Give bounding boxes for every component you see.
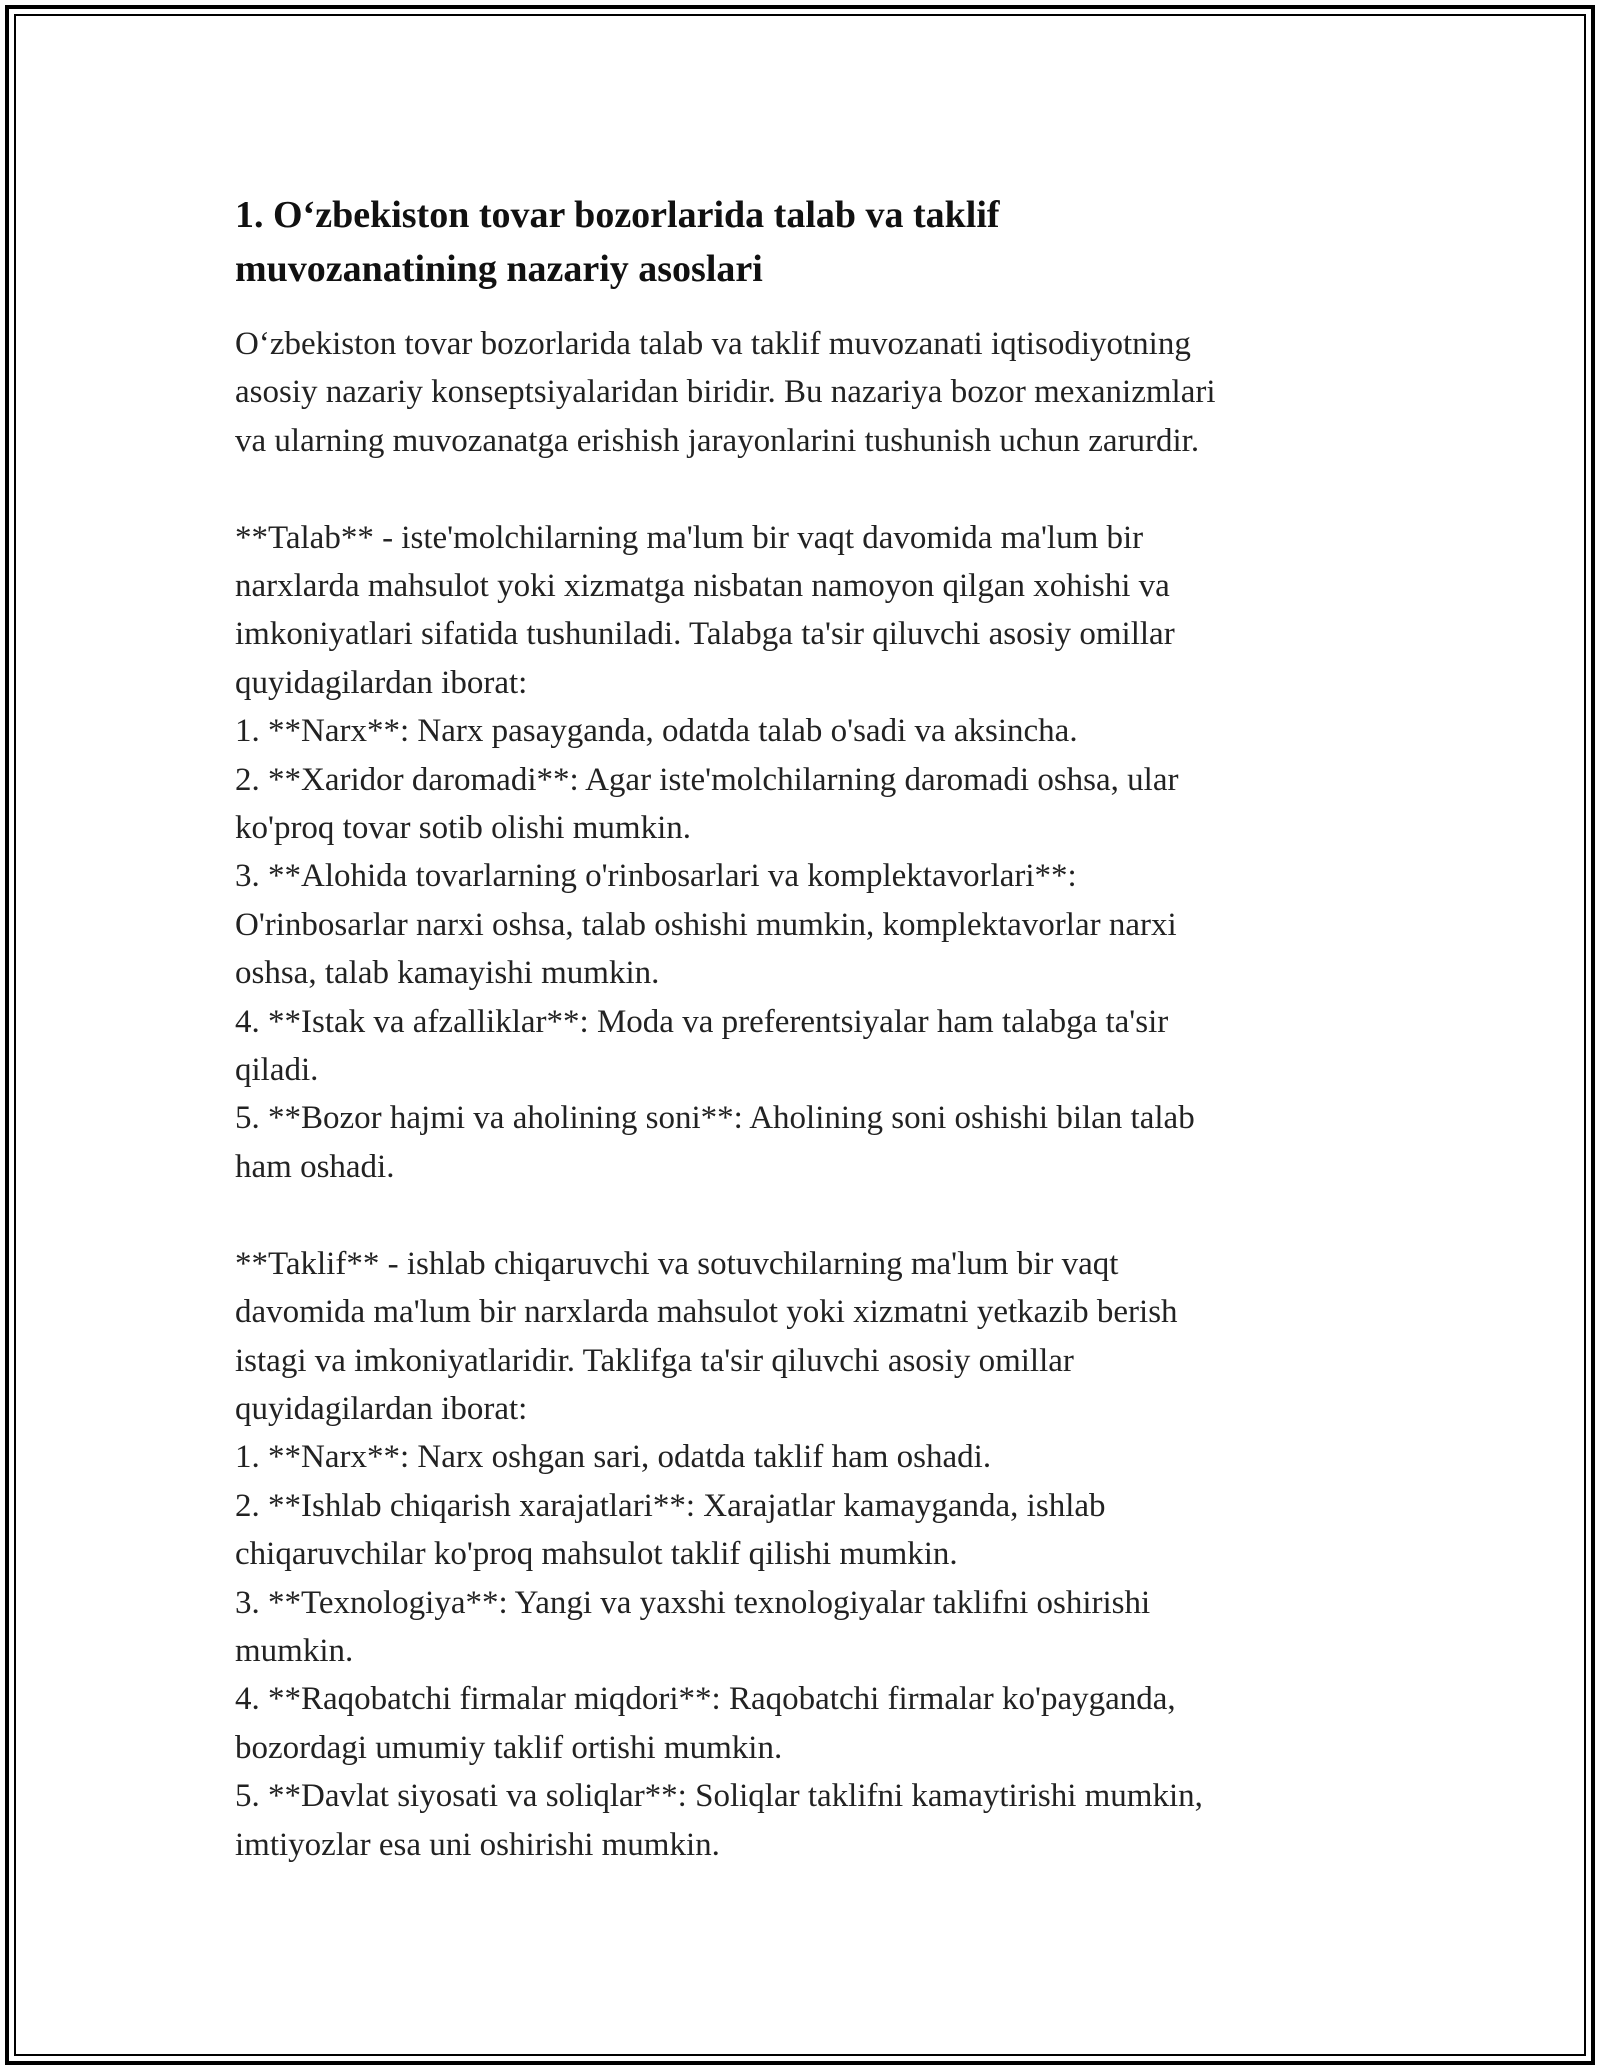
text-line: oshsa, talab kamayishi mumkin. bbox=[235, 955, 660, 992]
text-line: 2. **Ishlab chiqarish xarajatlari**: Xarajatlar kamayganda, ishlab bbox=[235, 1487, 1106, 1524]
section-heading bbox=[235, 188, 1365, 296]
text-line: 1. **Narx**: Narx pasayganda, odatda talab o'sadi va aksincha. bbox=[235, 713, 1078, 750]
text-line: ko'proq tovar sotib olishi mumkin. bbox=[235, 810, 692, 847]
text-line: O‘zbekiston tovar bozorlarida talab va taklif muvozanati iqtisodiyotning bbox=[235, 326, 1191, 362]
text-line: imkoniyatlari sifatida tushuniladi. Talabga ta'sir qiluvchi asosiy omillar bbox=[235, 616, 1175, 653]
document-body bbox=[235, 188, 1365, 1869]
text-line: asosiy nazariy konseptsiyalaridan biridir. Bu nazariya bozor mexanizmlari bbox=[235, 374, 1216, 411]
text-line: bozordagi umumiy taklif ortishi mumkin. bbox=[235, 1729, 783, 1766]
text-line: ham oshadi. bbox=[235, 1148, 395, 1185]
text-line: mumkin. bbox=[235, 1632, 354, 1669]
text-line: chiqaruvchilar ko'proq mahsulot taklif qilishi mumkin. bbox=[235, 1536, 958, 1573]
text-line: 1. **Narx**: Narx oshgan sari, odatda taklif ham oshadi. bbox=[235, 1439, 992, 1476]
text-line: O'rinbosarlar narxi oshsa, talab oshishi mumkin, komplektavorlar narxi bbox=[235, 906, 1177, 943]
text-line: 5. **Davlat siyosati va soliqlar**: Soliqlar taklifni kamaytirishi mumkin, bbox=[235, 1778, 1203, 1815]
text-line: istagi va imkoniyatlaridir. Taklifga ta'sir qiluvchi asosiy omillar bbox=[235, 1342, 1074, 1379]
text-line: **Talab** - iste'molchilarning ma'lum bir vaqt davomida ma'lum bir bbox=[235, 519, 1144, 556]
text-line: 4. **Raqobatchi firmalar miqdori**: Raqobatchi firmalar ko'payganda, bbox=[235, 1681, 1176, 1718]
text-line: **Taklif** - ishlab chiqaruvchi va sotuvchilarning ma'lum bir vaqt bbox=[235, 1245, 1119, 1282]
text-line: quyidagilardan iborat: bbox=[235, 1390, 528, 1427]
heading-line-1: 1. O‘zbekiston tovar bozorlarida talab va taklif bbox=[235, 194, 1000, 236]
paragraph-gap bbox=[235, 465, 1365, 513]
text-line: 2. **Xaridor daromadi**: Agar iste'molchilarning daromadi oshsa, ular bbox=[235, 761, 1179, 798]
paragraph-gap bbox=[235, 1191, 1365, 1239]
text-line: quyidagilardan iborat: bbox=[235, 664, 528, 701]
heading-line-2: muvozanatining nazariy asoslari bbox=[235, 248, 763, 290]
text-line: 5. **Bozor hajmi va aholining soni**: Aholining soni oshishi bilan talab bbox=[235, 1100, 1195, 1137]
supply-section bbox=[235, 1240, 1365, 1869]
text-line: 4. **Istak va afzalliklar**: Moda va preferentsiyalar ham talabga ta'sir bbox=[235, 1003, 1169, 1040]
text-line: 3. **Texnologiya**: Yangi va yaxshi texnologiyalar taklifni oshirishi bbox=[235, 1584, 1151, 1621]
demand-section bbox=[235, 514, 1365, 1192]
text-line: imtiyozlar esa uni oshirishi mumkin. bbox=[235, 1826, 720, 1863]
text-line: qiladi. bbox=[235, 1052, 319, 1089]
text-line: 3. **Alohida tovarlarning o'rinbosarlari va komplektavorlari**: bbox=[235, 858, 1077, 895]
text-line: narxlarda mahsulot yoki xizmatga nisbatan namoyon qilgan xohishi va bbox=[235, 568, 1170, 605]
text-line: va ularning muvozanatga erishish jarayonlarini tushunish uchun zarurdir. bbox=[235, 422, 1200, 459]
intro-paragraph bbox=[235, 320, 1365, 465]
text-line: davomida ma'lum bir narxlarda mahsulot yoki xizmatni yetkazib berish bbox=[235, 1294, 1178, 1331]
